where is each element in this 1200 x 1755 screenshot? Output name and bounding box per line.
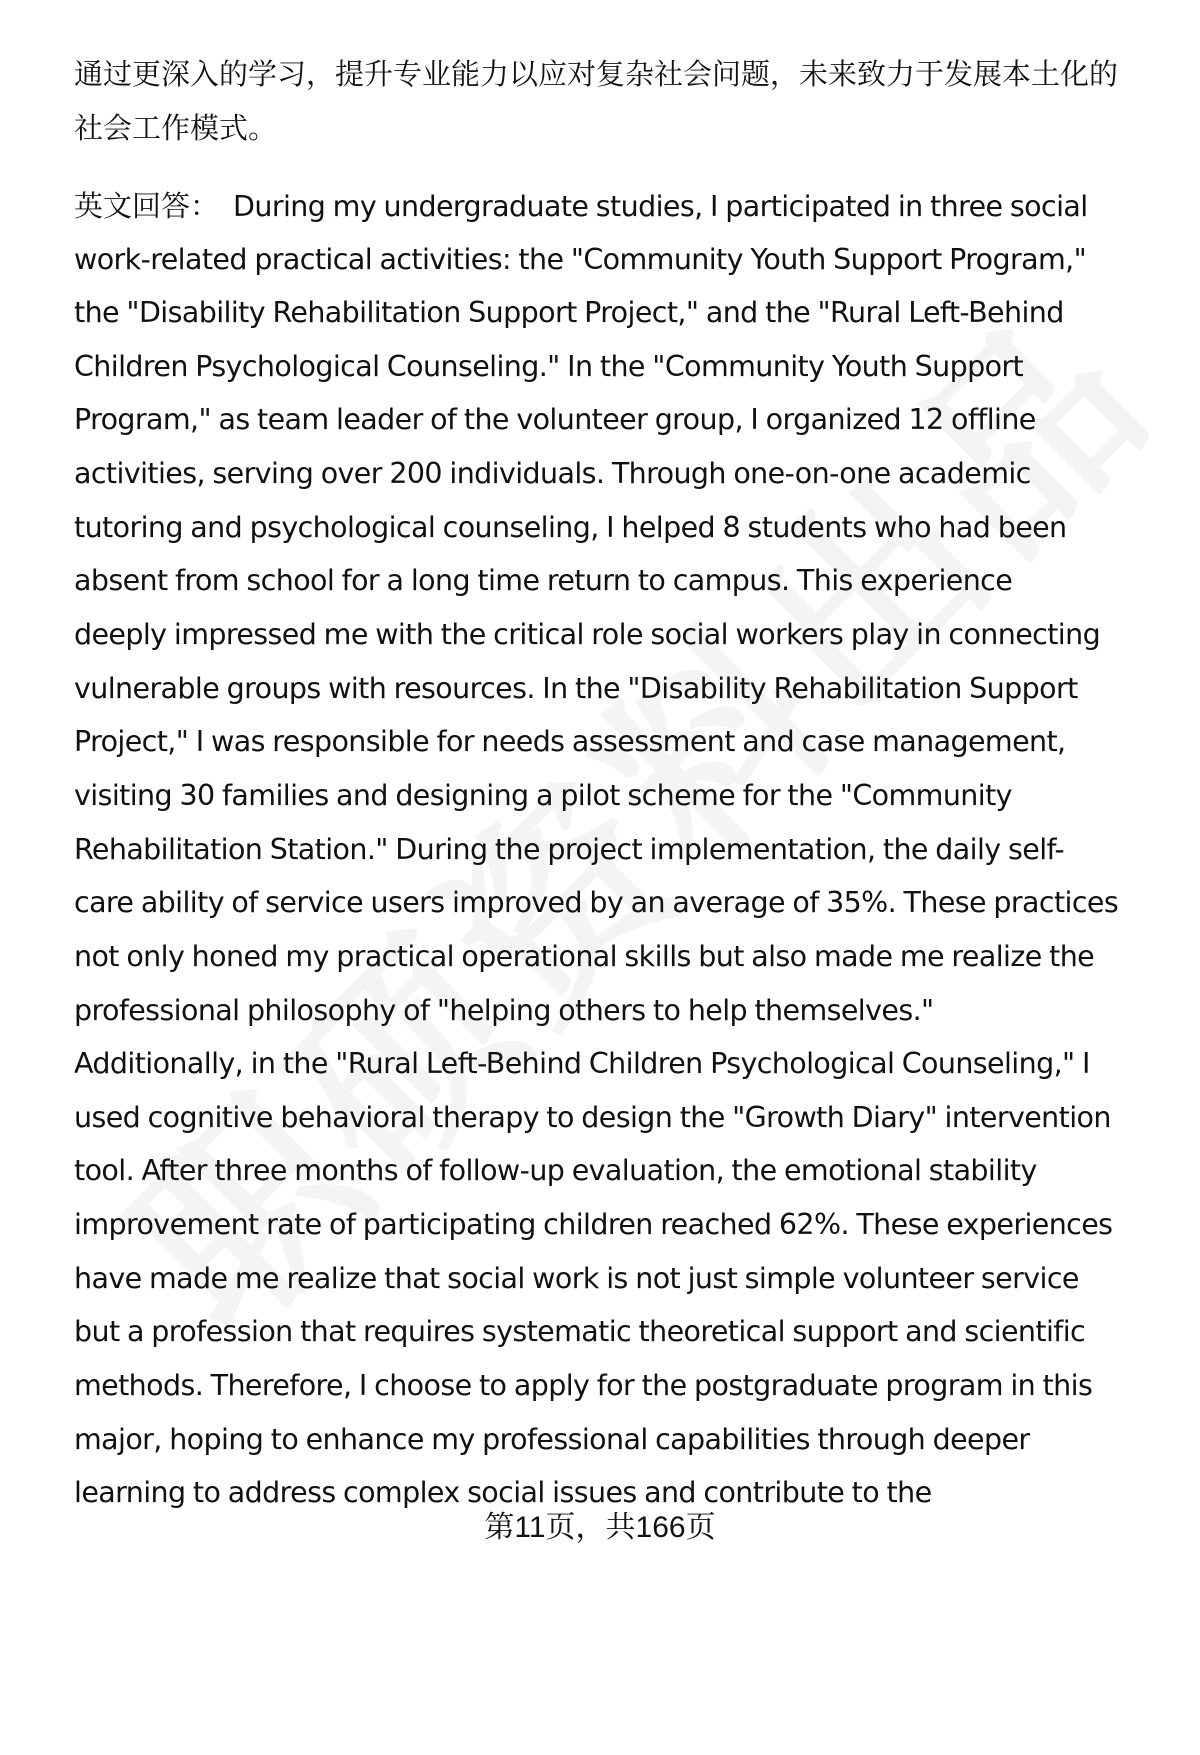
english-line-16: professional philosophy of "helping others to help themselves." bbox=[74, 994, 934, 1027]
chinese-line-1: 通过更深入的学习，提升专业能力以应对复杂社会问题，未来致力于发展本土化的 bbox=[74, 57, 1119, 91]
english-answer-label: 英文回答： bbox=[74, 189, 220, 223]
english-line-23: methods. Therefore, I choose to apply for the postgraduate program in this bbox=[74, 1369, 1093, 1402]
english-answer-first-line bbox=[74, 188, 1088, 225]
english-line-9: deeply impressed me with the critical role social workers play in connecting bbox=[74, 618, 1101, 651]
english-line-8: absent from school for a long time return to campus. This experience bbox=[74, 564, 1013, 597]
english-line-7: tutoring and psychological counseling, I helped 8 students who had been bbox=[74, 511, 1067, 544]
english-line-15: not only honed my practical operational skills but also made me realize the bbox=[74, 940, 1095, 973]
english-line-5: Program," as team leader of the volunteer group, I organized 12 offline bbox=[74, 403, 1036, 436]
english-line-19: tool. After three months of follow-up evaluation, the emotional stability bbox=[74, 1154, 1037, 1187]
english-line-14: care ability of service users improved by an average of 35%. These practices bbox=[74, 886, 1119, 919]
english-line-11: Project," I was responsible for needs assessment and case management, bbox=[74, 725, 1066, 758]
english-line-25: learning to address complex social issues and contribute to the bbox=[74, 1476, 932, 1509]
english-line-20: improvement rate of participating children reached 62%. These experiences bbox=[74, 1208, 1113, 1241]
english-line-18: used cognitive behavioral therapy to design the "Growth Diary" intervention bbox=[74, 1101, 1111, 1134]
english-line-4: Children Psychological Counseling." In the "Community Youth Support bbox=[74, 350, 1024, 383]
english-line-24: major, hoping to enhance my professional capabilities through deeper bbox=[74, 1423, 1030, 1456]
english-line-13: Rehabilitation Station." During the project implementation, the daily self- bbox=[74, 833, 1065, 866]
english-line-6: activities, serving over 200 individuals. Through one-on-one academic bbox=[74, 457, 1031, 490]
english-line-22: but a profession that requires systematic theoretical support and scientific bbox=[74, 1315, 1086, 1348]
english-line-10: vulnerable groups with resources. In the "Disability Rehabilitation Support bbox=[74, 672, 1078, 705]
chinese-line-2: 社会工作模式。 bbox=[74, 111, 278, 145]
english-line-2: work-related practical activities: the "Community Youth Support Program," bbox=[74, 243, 1087, 276]
english-line-17: Additionally, in the "Rural Left-Behind Children Psychological Counseling," I bbox=[74, 1047, 1090, 1080]
english-line-12: visiting 30 families and designing a pilot scheme for the "Community bbox=[74, 779, 1012, 812]
english-line-1: During my undergraduate studies, I participated in three social bbox=[233, 190, 1088, 223]
english-line-21: have made me realize that social work is not just simple volunteer service bbox=[74, 1262, 1079, 1295]
page-indicator: 第11页，共166页 bbox=[484, 1511, 716, 1544]
english-line-3: the "Disability Rehabilitation Support Project," and the "Rural Left-Behind bbox=[74, 296, 1064, 329]
